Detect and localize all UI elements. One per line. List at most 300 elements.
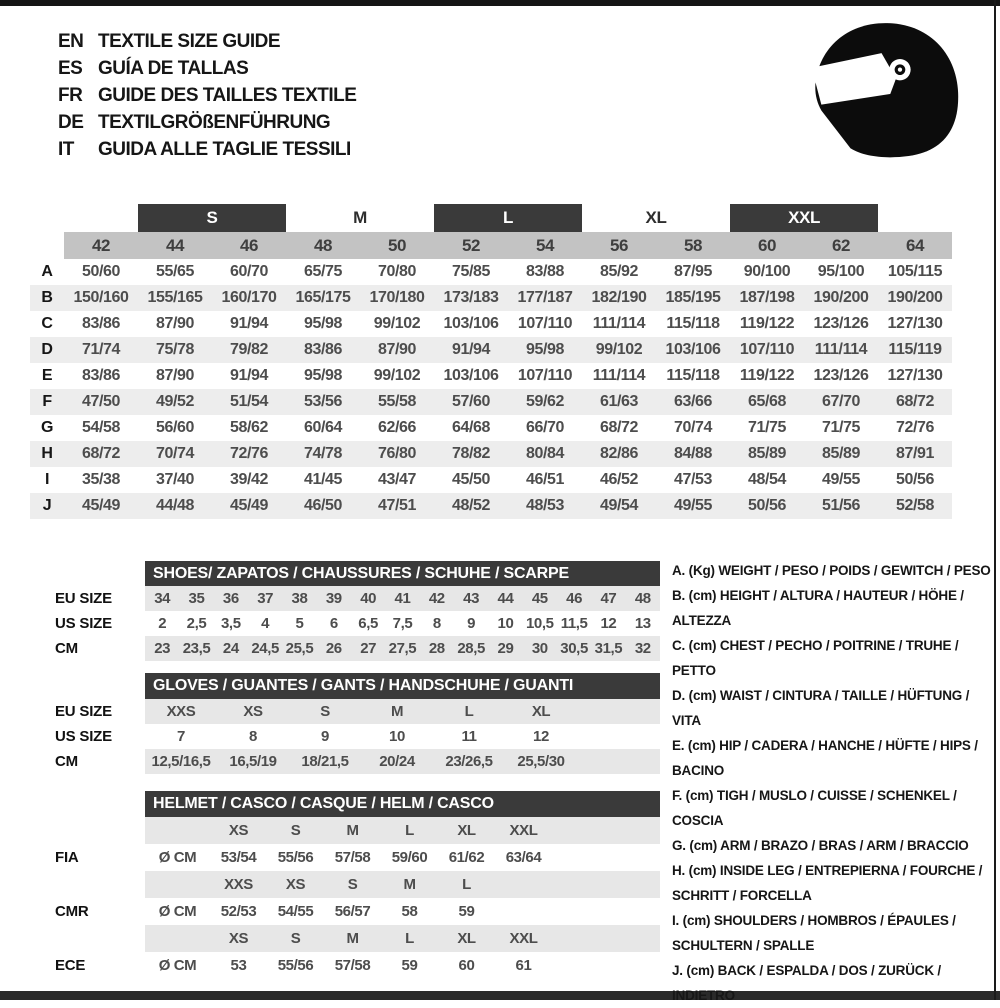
table-row bbox=[30, 363, 952, 389]
filler-cell bbox=[552, 952, 660, 979]
size-cell: 6,5 bbox=[358, 615, 378, 632]
size-cell: 75/78 bbox=[138, 337, 212, 363]
size-cell: 36 bbox=[214, 586, 248, 611]
language-title-list bbox=[58, 28, 356, 163]
helmet-value-cell: 53/54 bbox=[220, 849, 257, 866]
size-cell: 57/60 bbox=[434, 389, 508, 415]
unit-gap-cell bbox=[145, 817, 210, 844]
size-cell: 48 bbox=[626, 586, 660, 611]
size-cell: XS bbox=[217, 699, 289, 724]
size-cell: 115/118 bbox=[666, 315, 720, 332]
language-row bbox=[58, 109, 356, 136]
size-cell: 46/50 bbox=[286, 493, 360, 519]
column-header: 44 bbox=[138, 232, 212, 259]
legend-item: B. (cm) HEIGHT / ALTURA / HAUTEUR / HÖHE / ALTEZZA bbox=[672, 588, 964, 628]
size-cell: 49/55 bbox=[656, 493, 730, 519]
size-cell: 49/54 bbox=[582, 493, 656, 519]
size-cell: 47/53 bbox=[673, 471, 713, 488]
helmet-size-header: XL bbox=[438, 817, 495, 844]
column-header: 56 bbox=[582, 232, 656, 259]
measurement-legend bbox=[672, 558, 994, 1008]
size-cell: 42 bbox=[420, 586, 454, 611]
size-cell: 10,5 bbox=[525, 615, 554, 632]
size-cell: 44/48 bbox=[138, 493, 212, 519]
helmet-size-header: M bbox=[324, 925, 381, 952]
standard-label-ece: ECE bbox=[55, 952, 145, 979]
language-label: GUÍA DE TALLAS bbox=[98, 58, 249, 79]
helmet-value-cell: 52/53 bbox=[220, 903, 257, 920]
legend-item: F. (cm) TIGH / MUSLO / CUISSE / SCHENKEL / COSCIA bbox=[672, 788, 957, 828]
size-cell: 71/75 bbox=[821, 419, 861, 436]
size-cell: 105/115 bbox=[887, 263, 943, 280]
size-cell: 11,5 bbox=[560, 615, 588, 632]
filler-cell bbox=[552, 871, 660, 898]
size-cell: 111/114 bbox=[804, 337, 878, 363]
size-cell: 62/66 bbox=[377, 419, 417, 436]
helmet-value-cell: 59/60 bbox=[391, 849, 428, 866]
size-cell: 85/89 bbox=[730, 441, 804, 467]
size-band-s: S bbox=[138, 204, 286, 232]
size-cell: 35/38 bbox=[81, 471, 121, 488]
size-cell: 155/165 bbox=[138, 285, 212, 311]
size-cell: 43 bbox=[454, 586, 488, 611]
shoes-section-title: SHOES/ ZAPATOS / CHAUSSURES / SCHUHE / SCARPE bbox=[145, 561, 660, 586]
size-cell: 71/75 bbox=[747, 419, 787, 436]
size-cell: 165/175 bbox=[286, 285, 360, 311]
size-cell: 95/100 bbox=[817, 263, 865, 280]
unit-cell: Ø CM bbox=[158, 957, 197, 974]
size-cell: 190/200 bbox=[878, 285, 952, 311]
size-cell: 6 bbox=[329, 615, 338, 632]
table-row bbox=[30, 337, 952, 363]
size-cell: 26 bbox=[317, 636, 351, 661]
size-cell: 68/72 bbox=[64, 441, 138, 467]
size-band-xl: XL bbox=[582, 204, 730, 232]
helmet-value-cell: 60 bbox=[458, 957, 475, 974]
row-label: B bbox=[30, 285, 64, 311]
row-label: C bbox=[41, 315, 53, 332]
helmet-value-cell: 61/62 bbox=[448, 849, 485, 866]
row-label: CM bbox=[55, 636, 145, 661]
size-cell: 56/60 bbox=[155, 419, 195, 436]
language-row bbox=[58, 136, 356, 163]
size-cell: 8 bbox=[249, 728, 257, 745]
helmet-value-cell: 63/64 bbox=[505, 849, 542, 866]
helmet-size-header: L bbox=[381, 925, 438, 952]
size-cell: 39 bbox=[317, 586, 351, 611]
table-row bbox=[30, 311, 952, 337]
size-cell: 64/68 bbox=[451, 419, 491, 436]
textile-table-body bbox=[30, 204, 952, 519]
filler-cell bbox=[577, 749, 660, 774]
language-label: GUIDA ALLE TAGLIE TESSILI bbox=[98, 139, 351, 160]
size-cell: 173/183 bbox=[434, 285, 508, 311]
size-cell: 30,5 bbox=[557, 636, 591, 661]
size-cell: 38 bbox=[282, 586, 316, 611]
size-cell: 27,5 bbox=[385, 636, 419, 661]
size-cell: 170/180 bbox=[360, 285, 434, 311]
size-cell: 10 bbox=[497, 615, 514, 632]
top-border-bar bbox=[0, 0, 1000, 6]
size-cell: 24 bbox=[214, 636, 248, 661]
size-cell: 103/106 bbox=[443, 367, 499, 384]
size-cell: 13 bbox=[634, 615, 651, 632]
column-header: 54 bbox=[508, 232, 582, 259]
size-cell: 27 bbox=[351, 636, 385, 661]
size-band-l: L bbox=[434, 204, 582, 232]
size-cell: 127/130 bbox=[887, 367, 943, 384]
helmet-size-header: XS bbox=[210, 817, 267, 844]
row-label: A bbox=[41, 263, 53, 280]
language-code: EN bbox=[58, 31, 84, 52]
legend-item: D. (cm) WAIST / CINTURA / TAILLE / HÜFTUNG / VITA bbox=[672, 688, 970, 728]
column-header: 58 bbox=[656, 232, 730, 259]
size-cell: 24,5 bbox=[248, 636, 282, 661]
column-header: 52 bbox=[434, 232, 508, 259]
column-header-row bbox=[30, 232, 952, 259]
size-cell: 119/122 bbox=[739, 367, 795, 384]
size-cell: 80/84 bbox=[508, 441, 582, 467]
size-cell: 99/102 bbox=[582, 337, 656, 363]
language-code: IT bbox=[58, 139, 74, 160]
size-cell: 107/110 bbox=[517, 367, 573, 384]
size-cell: 30 bbox=[523, 636, 557, 661]
size-cell: 187/198 bbox=[730, 285, 804, 311]
helmet-value-cell: 61 bbox=[515, 957, 532, 974]
legend-item: C. (cm) CHEST / PECHO / POITRINE / TRUHE / PETTO bbox=[672, 638, 959, 678]
table-row bbox=[55, 724, 660, 749]
size-cell: 51/54 bbox=[212, 389, 286, 415]
size-cell: 68/72 bbox=[878, 389, 952, 415]
helmet-size-header: S bbox=[267, 925, 324, 952]
size-cell: 78/82 bbox=[434, 441, 508, 467]
size-cell: 5 bbox=[295, 615, 304, 632]
table-row bbox=[55, 699, 660, 724]
helmet-size-header: XXL bbox=[495, 925, 552, 952]
legend-item: A. (Kg) WEIGHT / PESO / POIDS / GEWITCH / PESO bbox=[672, 563, 991, 578]
helmet-section-title: HELMET / CASCO / CASQUE / HELM / CASCO bbox=[145, 791, 660, 817]
size-cell: 3,5 bbox=[220, 615, 241, 632]
size-cell: 52/58 bbox=[878, 493, 952, 519]
size-cell: S bbox=[289, 699, 361, 724]
column-header: 42 bbox=[64, 232, 138, 259]
size-cell: 39/42 bbox=[229, 471, 269, 488]
language-label: TEXTILE SIZE GUIDE bbox=[98, 31, 281, 52]
row-label bbox=[55, 925, 145, 952]
table-row bbox=[30, 467, 952, 493]
size-cell: 45/50 bbox=[451, 471, 491, 488]
helmet-values-row bbox=[55, 898, 660, 925]
helmet-values-row bbox=[55, 952, 660, 979]
size-cell: 29 bbox=[488, 636, 522, 661]
size-cell: 83/86 bbox=[81, 367, 121, 384]
helmet-value-cell: 53 bbox=[230, 957, 247, 974]
size-cell: 103/106 bbox=[656, 337, 730, 363]
size-cell: 185/195 bbox=[656, 285, 730, 311]
helmet-value-cell: 57/58 bbox=[334, 957, 371, 974]
size-cell: 79/82 bbox=[212, 337, 286, 363]
size-cell: 61/63 bbox=[582, 389, 656, 415]
size-cell: 76/80 bbox=[360, 441, 434, 467]
table-row bbox=[55, 611, 660, 636]
row-label: D bbox=[30, 337, 64, 363]
helmet-sizes-row bbox=[55, 817, 660, 844]
helmet-icon bbox=[800, 16, 965, 168]
size-cell: 9 bbox=[321, 728, 329, 745]
column-header: 46 bbox=[212, 232, 286, 259]
helmet-icon-svg bbox=[800, 16, 965, 168]
legend-item: I. (cm) SHOULDERS / HOMBROS / ÉPAULES / SCHULTERN / SPALLE bbox=[672, 913, 956, 953]
table-row bbox=[30, 259, 952, 285]
shoes-table bbox=[55, 586, 660, 661]
size-cell: 46 bbox=[557, 586, 591, 611]
legend-item: J. (cm) BACK / ESPALDA / DOS / ZURÜCK / INDIETRO bbox=[672, 963, 941, 1003]
row-label: US SIZE bbox=[55, 724, 145, 749]
gloves-table-body bbox=[55, 699, 660, 774]
size-cell: 91/94 bbox=[229, 367, 269, 384]
size-cell: 87/95 bbox=[673, 263, 713, 280]
table-row bbox=[55, 749, 660, 774]
size-cell: 190/200 bbox=[804, 285, 878, 311]
size-cell: 35 bbox=[179, 586, 213, 611]
band-corner-cell bbox=[30, 204, 64, 232]
size-cell: 12,5/16,5 bbox=[145, 749, 217, 774]
row-label: US SIZE bbox=[55, 611, 145, 636]
size-cell: 31,5 bbox=[591, 636, 625, 661]
size-cell: 123/126 bbox=[813, 315, 869, 332]
language-label: TEXTILGRÖßENFÜHRUNG bbox=[98, 112, 331, 133]
size-cell: M bbox=[361, 699, 433, 724]
unit-cell: Ø CM bbox=[158, 849, 197, 866]
helmet-value-cell: 57/58 bbox=[334, 849, 371, 866]
size-cell: 48/53 bbox=[508, 493, 582, 519]
helmet-size-header: L bbox=[381, 817, 438, 844]
size-cell: 2,5 bbox=[186, 615, 207, 632]
size-cell: 111/114 bbox=[592, 315, 646, 332]
size-cell: 23/26,5 bbox=[433, 749, 505, 774]
size-cell: 85/89 bbox=[804, 441, 878, 467]
size-cell: 55/58 bbox=[360, 389, 434, 415]
row-label bbox=[55, 871, 145, 898]
helmet-size-header: S bbox=[267, 817, 324, 844]
size-cell: 91/94 bbox=[434, 337, 508, 363]
size-cell: 83/86 bbox=[286, 337, 360, 363]
size-cell: 37 bbox=[248, 586, 282, 611]
column-header: 48 bbox=[286, 232, 360, 259]
table-row bbox=[30, 493, 952, 519]
gloves-table bbox=[55, 699, 660, 774]
column-header: 60 bbox=[730, 232, 804, 259]
helmet-table bbox=[55, 817, 660, 979]
size-cell: 48/54 bbox=[747, 471, 787, 488]
language-code: DE bbox=[58, 112, 84, 133]
size-cell: 50/60 bbox=[81, 263, 121, 280]
row-label bbox=[55, 817, 145, 844]
size-cell: 115/118 bbox=[666, 367, 720, 384]
size-cell: 12 bbox=[533, 728, 549, 745]
size-cell: 91/94 bbox=[229, 315, 269, 332]
column-header: 64 bbox=[878, 232, 952, 259]
helmet-size-header: XS bbox=[267, 871, 324, 898]
helmet-size-header bbox=[495, 871, 552, 898]
size-cell: 2 bbox=[158, 615, 167, 632]
size-cell: 55/65 bbox=[155, 263, 195, 280]
size-band-xxl: XXL bbox=[730, 204, 878, 232]
legend-item: H. (cm) INSIDE LEG / ENTREPIERNA / FOURCHE / SCHRITT / FORCELLA bbox=[672, 863, 983, 903]
size-cell: 60/64 bbox=[303, 419, 343, 436]
size-cell: 58/62 bbox=[229, 419, 269, 436]
size-cell: 51/56 bbox=[804, 493, 878, 519]
table-row bbox=[55, 636, 660, 661]
size-cell: 54/58 bbox=[81, 419, 121, 436]
size-cell: 65/68 bbox=[730, 389, 804, 415]
helmet-sizes-row bbox=[55, 925, 660, 952]
standard-label-cmr: CMR bbox=[55, 898, 145, 925]
size-cell: 103/106 bbox=[443, 315, 499, 332]
size-cell: 95/98 bbox=[303, 315, 343, 332]
size-cell: 65/75 bbox=[303, 263, 343, 280]
size-cell: 72/76 bbox=[212, 441, 286, 467]
header-corner-cell bbox=[30, 232, 64, 259]
size-cell: 40 bbox=[351, 586, 385, 611]
column-header: 50 bbox=[360, 232, 434, 259]
language-code: ES bbox=[58, 58, 83, 79]
column-header: 62 bbox=[804, 232, 878, 259]
size-cell: 49/55 bbox=[821, 471, 861, 488]
size-cell: 48/52 bbox=[434, 493, 508, 519]
size-cell: 160/170 bbox=[212, 285, 286, 311]
table-row bbox=[30, 441, 952, 467]
size-cell: 87/90 bbox=[360, 337, 434, 363]
size-cell: 182/190 bbox=[582, 285, 656, 311]
language-row bbox=[58, 55, 356, 82]
size-cell: 70/80 bbox=[377, 263, 417, 280]
size-cell: 41 bbox=[385, 586, 419, 611]
size-cell: 46/51 bbox=[525, 471, 565, 488]
table-row bbox=[30, 389, 952, 415]
standard-label-fia: FIA bbox=[55, 844, 145, 871]
size-cell: L bbox=[433, 699, 505, 724]
size-cell: 9 bbox=[467, 615, 476, 632]
size-cell: 119/122 bbox=[739, 315, 795, 332]
unit-cell: Ø CM bbox=[158, 903, 197, 920]
size-cell: 12 bbox=[600, 615, 617, 632]
legend-item: E. (cm) HIP / CADERA / HANCHE / HÜFTE / HIPS / BACINO bbox=[672, 738, 978, 778]
table-row bbox=[30, 285, 952, 311]
size-cell: 4 bbox=[261, 615, 270, 632]
size-cell: 10 bbox=[389, 728, 405, 745]
size-cell: 7 bbox=[177, 728, 185, 745]
row-label: EU SIZE bbox=[55, 699, 145, 724]
size-cell: 45/49 bbox=[212, 493, 286, 519]
size-cell: 95/98 bbox=[508, 337, 582, 363]
legend-item: G. (cm) ARM / BRAZO / BRAS / ARM / BRACCIO bbox=[672, 838, 969, 853]
gloves-section-title: GLOVES / GUANTES / GANTS / HANDSCHUHE / GUANTI bbox=[145, 673, 660, 699]
helmet-value-cell: 55/56 bbox=[277, 849, 314, 866]
band-gap-cell bbox=[64, 204, 138, 232]
size-cell: 20/24 bbox=[361, 749, 433, 774]
size-cell: 68/72 bbox=[599, 419, 639, 436]
filler-cell bbox=[577, 724, 660, 749]
size-cell: 83/86 bbox=[81, 315, 121, 332]
unit-gap-cell bbox=[145, 871, 210, 898]
size-cell: 123/126 bbox=[813, 367, 869, 384]
size-cell: 74/78 bbox=[286, 441, 360, 467]
helmet-size-header: M bbox=[324, 817, 381, 844]
helmet-values-row bbox=[55, 844, 660, 871]
helmet-size-header: L bbox=[438, 871, 495, 898]
size-cell: 127/130 bbox=[887, 315, 943, 332]
size-cell: 63/66 bbox=[656, 389, 730, 415]
size-cell: 59/62 bbox=[508, 389, 582, 415]
helmet-value-cell: 59 bbox=[458, 903, 475, 920]
table-row bbox=[55, 586, 660, 611]
size-cell: 47 bbox=[591, 586, 625, 611]
size-cell: 45/49 bbox=[64, 493, 138, 519]
row-label: CM bbox=[55, 749, 145, 774]
size-cell: 84/88 bbox=[656, 441, 730, 467]
size-cell: 7,5 bbox=[392, 615, 413, 632]
language-row bbox=[58, 82, 356, 109]
size-band-m: M bbox=[286, 204, 434, 232]
size-cell: 111/114 bbox=[592, 367, 646, 384]
helmet-value-cell: 58 bbox=[401, 903, 418, 920]
size-cell: 47/51 bbox=[360, 493, 434, 519]
helmet-size-header: S bbox=[324, 871, 381, 898]
size-cell: 177/187 bbox=[508, 285, 582, 311]
right-border-line bbox=[994, 0, 996, 1000]
size-cell: XXS bbox=[145, 699, 217, 724]
shoes-table-body bbox=[55, 586, 660, 661]
language-label: GUIDE DES TAILLES TEXTILE bbox=[98, 85, 357, 106]
size-cell: 67/70 bbox=[804, 389, 878, 415]
helmet-size-header: XXL bbox=[495, 817, 552, 844]
size-cell: 16,5/19 bbox=[217, 749, 289, 774]
size-cell: 49/52 bbox=[138, 389, 212, 415]
size-cell: 95/98 bbox=[303, 367, 343, 384]
filler-cell bbox=[552, 844, 660, 871]
size-cell: 25,5/30 bbox=[505, 749, 577, 774]
size-cell: 8 bbox=[432, 615, 441, 632]
filler-cell bbox=[552, 925, 660, 952]
size-cell: 72/76 bbox=[895, 419, 935, 436]
size-band-row bbox=[30, 204, 952, 232]
size-cell: 66/70 bbox=[525, 419, 565, 436]
size-cell: 34 bbox=[145, 586, 179, 611]
size-cell: 47/50 bbox=[64, 389, 138, 415]
size-cell: 99/102 bbox=[373, 315, 421, 332]
size-cell: 37/40 bbox=[155, 471, 195, 488]
unit-gap-cell bbox=[145, 925, 210, 952]
size-cell: 107/110 bbox=[517, 315, 573, 332]
helmet-value-cell: 54/55 bbox=[277, 903, 314, 920]
size-cell: 23,5 bbox=[179, 636, 213, 661]
helmet-size-header: XL bbox=[438, 925, 495, 952]
size-cell: 107/110 bbox=[730, 337, 804, 363]
size-cell: XL bbox=[505, 699, 577, 724]
size-cell: 28 bbox=[420, 636, 454, 661]
textile-size-table bbox=[30, 204, 952, 519]
filler-cell bbox=[577, 699, 660, 724]
language-row bbox=[58, 28, 356, 55]
row-label: I bbox=[44, 471, 50, 488]
helmet-size-header: XS bbox=[210, 925, 267, 952]
size-cell: 83/88 bbox=[525, 263, 565, 280]
size-cell: 87/90 bbox=[155, 315, 195, 332]
size-cell: 50/56 bbox=[730, 493, 804, 519]
helmet-table-body bbox=[55, 817, 660, 979]
size-cell: 11 bbox=[461, 728, 477, 745]
